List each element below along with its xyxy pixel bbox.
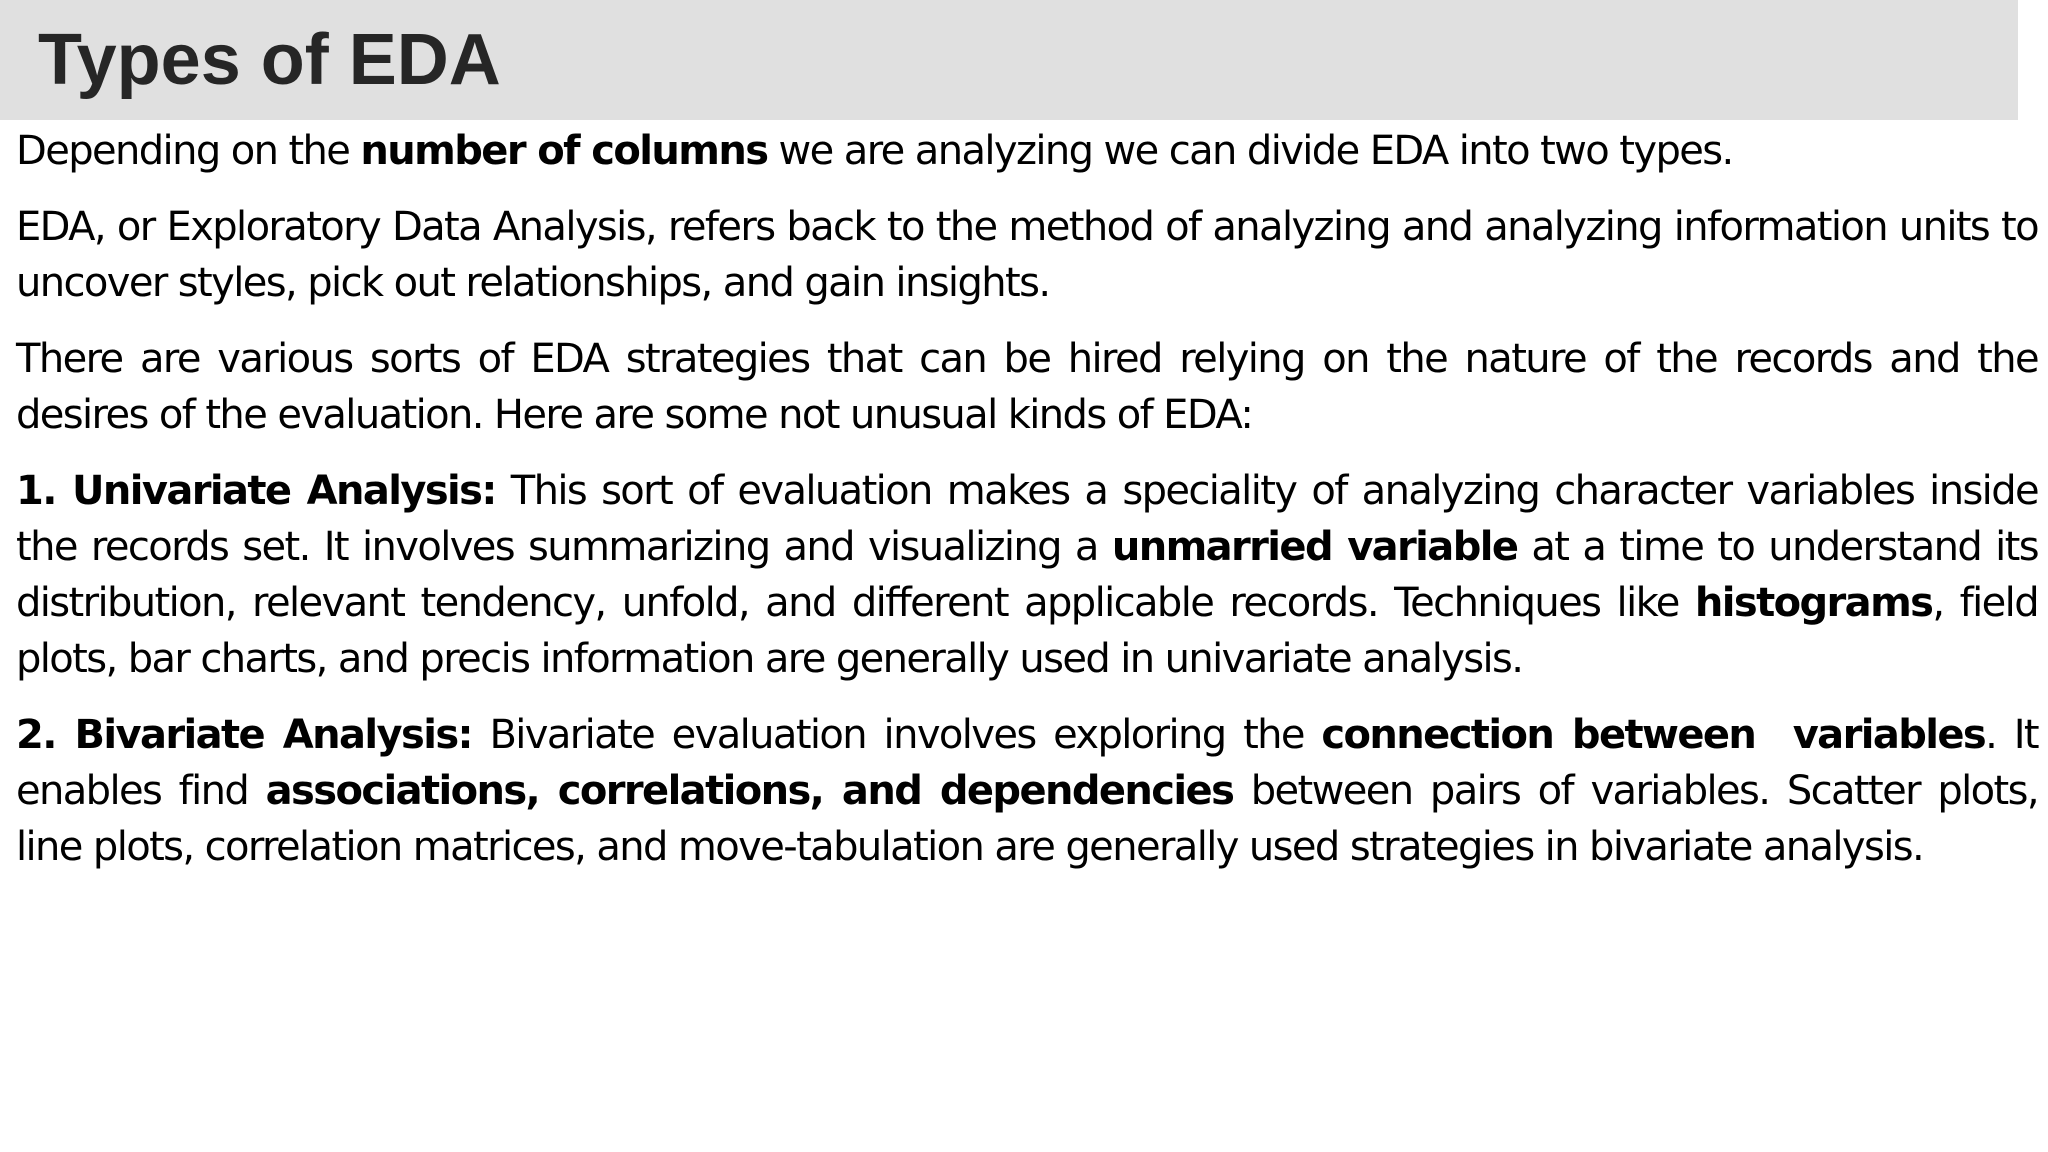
univariate-bold-unmarried-variable: unmarried variable — [1111, 524, 1518, 570]
bivariate-bold-connection: connection between variables — [1321, 712, 1986, 758]
univariate-heading: 1. Univariate Analysis: — [16, 468, 496, 514]
univariate-bold-histograms: histograms — [1694, 580, 1933, 626]
univariate-text-3: , field plots, bar charts, and precis information are generally used in univariate analysis. — [16, 580, 2038, 682]
slide-body — [16, 123, 2038, 895]
paragraph-strategies — [16, 331, 2038, 443]
slide-title: Types of EDA — [38, 20, 501, 100]
paragraph-bivariate — [16, 707, 2038, 875]
paragraph-univariate — [16, 463, 2038, 687]
univariate-text-1: This sort of evaluation makes a speciality of analyzing character variables inside the records set. It involves summarizing and visualizing a — [16, 468, 2038, 570]
intro-bold-number-of-columns: number of columns — [360, 128, 768, 174]
intro-text-1: Depending on the — [16, 128, 361, 174]
intro-text-2: we are analyzing we can divide EDA into two types. — [767, 128, 1733, 174]
paragraph-intro — [16, 123, 2038, 179]
bivariate-heading: 2. Bivariate Analysis: — [16, 712, 472, 758]
bivariate-text-2: . It enables find — [16, 712, 2038, 814]
bivariate-bold-associations: associations, correlations, and dependencies — [265, 768, 1234, 814]
bivariate-text-1: Bivariate evaluation involves exploring the — [471, 712, 1322, 758]
definition-text: EDA, or Exploratory Data Analysis, refers back to the method of analyzing and analyzing information units to uncover styles, pick out relationships, and gain insights. — [16, 204, 2038, 306]
title-bar — [0, 0, 2018, 120]
bivariate-text-3: between pairs of variables. Scatter plots, line plots, correlation matrices, and move-tabulation are generally used strategies in bivariate analysis. — [16, 768, 2038, 870]
strategies-text: There are various sorts of EDA strategies that can be hired relying on the nature of the records and the desires of the evaluation. Here are some not unusual kinds of EDA: — [16, 336, 2038, 438]
paragraph-definition — [16, 199, 2038, 311]
univariate-text-2: at a time to understand its distribution, relevant tendency, unfold, and different applicable records. Techniques like — [16, 524, 2038, 626]
